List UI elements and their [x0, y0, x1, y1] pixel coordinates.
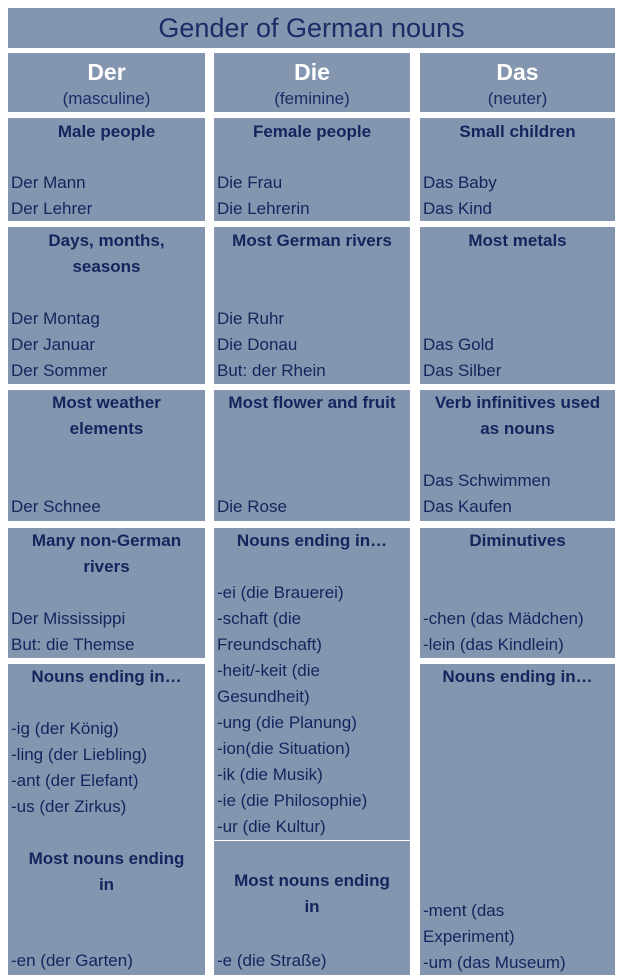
- category-label: Verb infinitives used as nouns: [434, 393, 601, 438]
- category-label: Most German rivers: [232, 231, 392, 250]
- example-list: [217, 948, 408, 974]
- example-item: Freundschaft): [217, 635, 322, 654]
- cell-das-endings: [420, 664, 615, 975]
- example-item: -um (das Museum): [423, 953, 566, 972]
- example-item: Die Ruhr: [217, 309, 285, 328]
- example-item: Der Mississippi: [11, 609, 126, 628]
- category-label: Small children: [459, 122, 576, 141]
- gender-masculine: (masculine): [62, 89, 151, 108]
- category-label: Nouns ending in…: [236, 531, 388, 550]
- example-item: Gesundheit): [217, 687, 310, 706]
- category-label: Most nouns ending in: [234, 871, 390, 916]
- example-item: -ei (die Brauerei): [217, 583, 344, 602]
- example-item: But: der Rhein: [217, 361, 326, 380]
- example-item: -lein (das Kindlein): [423, 635, 564, 654]
- example-item: Der Sommer: [11, 361, 108, 380]
- example-list: [423, 332, 613, 384]
- example-list: [423, 606, 613, 658]
- header-das: [420, 53, 615, 112]
- category-label: Many non-German rivers: [31, 531, 182, 576]
- example-list: [217, 580, 408, 840]
- example-item: -ling (der Liebling): [11, 745, 148, 764]
- cell-die-flower-fruit: [214, 390, 410, 521]
- title-banner: [8, 8, 615, 48]
- example-item: -ik (die Musik): [217, 765, 323, 784]
- cell-das-small-children: [420, 118, 615, 221]
- example-item: -en (der Garten): [11, 951, 133, 970]
- example-item: -us (der Zirkus): [11, 797, 127, 816]
- category-label: Male people: [57, 122, 156, 141]
- cell-der-days-months-seasons: [8, 227, 205, 384]
- example-item: -schaft (die: [217, 609, 302, 628]
- cell-das-verb-infinitives: [420, 390, 615, 521]
- header-die: [214, 53, 410, 112]
- example-list: [11, 716, 203, 820]
- example-item: -ment (das: [423, 901, 505, 920]
- category-label: Most nouns ending in: [28, 849, 185, 894]
- cell-der-endings: [8, 664, 205, 975]
- example-item: But: die Themse: [11, 635, 135, 654]
- category-label: Nouns ending in…: [31, 667, 182, 686]
- example-item: -ie (die Philosophie): [217, 791, 368, 810]
- article-das: Das: [496, 59, 539, 85]
- category-label: Diminutives: [469, 531, 566, 550]
- example-item: Die Lehrerin: [217, 199, 310, 218]
- category-label: Most flower and fruit: [228, 393, 396, 412]
- category-label: Female people: [252, 122, 372, 141]
- example-item: -ig (der König): [11, 719, 119, 738]
- cell-das-metals: [420, 227, 615, 384]
- example-item: Das Kaufen: [423, 497, 512, 516]
- example-item: -chen (das Mädchen): [423, 609, 584, 628]
- example-item: -ur (die Kultur): [217, 817, 326, 836]
- header-der: [8, 53, 205, 112]
- cell-der-weather: [8, 390, 205, 521]
- example-item: Der Schnee: [11, 497, 101, 516]
- example-list: [11, 948, 203, 974]
- example-item: Das Gold: [423, 335, 494, 354]
- example-list: [217, 494, 408, 520]
- cell-das-diminutives: [420, 528, 615, 658]
- example-item: -ung (die Planung): [217, 713, 357, 732]
- cell-der-male-people: [8, 118, 205, 221]
- article-der: Der: [87, 59, 126, 85]
- example-item: -ant (der Elefant): [11, 771, 139, 790]
- cell-der-non-german-rivers: [8, 528, 205, 658]
- example-list: [11, 494, 203, 520]
- category-label: Most metals: [468, 231, 567, 250]
- example-list: [11, 306, 203, 384]
- example-list: [423, 170, 613, 222]
- example-item: Das Schwimmen: [423, 471, 551, 490]
- gender-feminine: (feminine): [274, 89, 350, 108]
- example-item: -heit/-keit (die: [217, 661, 320, 680]
- page-title: Gender of German nouns: [158, 13, 465, 43]
- category-label: Nouns ending in…: [442, 667, 593, 686]
- divider: [214, 840, 410, 841]
- example-item: Die Frau: [217, 173, 283, 192]
- example-item: -e (die Straße): [217, 951, 327, 970]
- example-item: -ion(die Situation): [217, 739, 351, 758]
- example-item: Der Januar: [11, 335, 96, 354]
- example-list: [423, 468, 613, 520]
- cell-die-female-people: [214, 118, 410, 221]
- example-item: Der Lehrer: [11, 199, 93, 218]
- example-list: [217, 306, 408, 384]
- example-item: Der Montag: [11, 309, 100, 328]
- example-item: Der Mann: [11, 173, 86, 192]
- example-item: Die Donau: [217, 335, 298, 354]
- example-list: [217, 170, 408, 222]
- example-item: Das Baby: [423, 173, 497, 192]
- cell-die-endings: [214, 528, 410, 975]
- example-list: [423, 898, 613, 976]
- example-list: [11, 170, 203, 222]
- example-item: Das Silber: [423, 361, 502, 380]
- example-item: Die Rose: [217, 497, 287, 516]
- example-item: Experiment): [423, 927, 515, 946]
- category-label: Days, months, seasons: [48, 231, 165, 276]
- example-item: Das Kind: [423, 199, 492, 218]
- gender-neuter: (neuter): [487, 89, 548, 108]
- category-label: Most weather elements: [52, 393, 161, 438]
- article-die: Die: [294, 59, 330, 85]
- cell-die-rivers: [214, 227, 410, 384]
- example-list: [11, 606, 203, 658]
